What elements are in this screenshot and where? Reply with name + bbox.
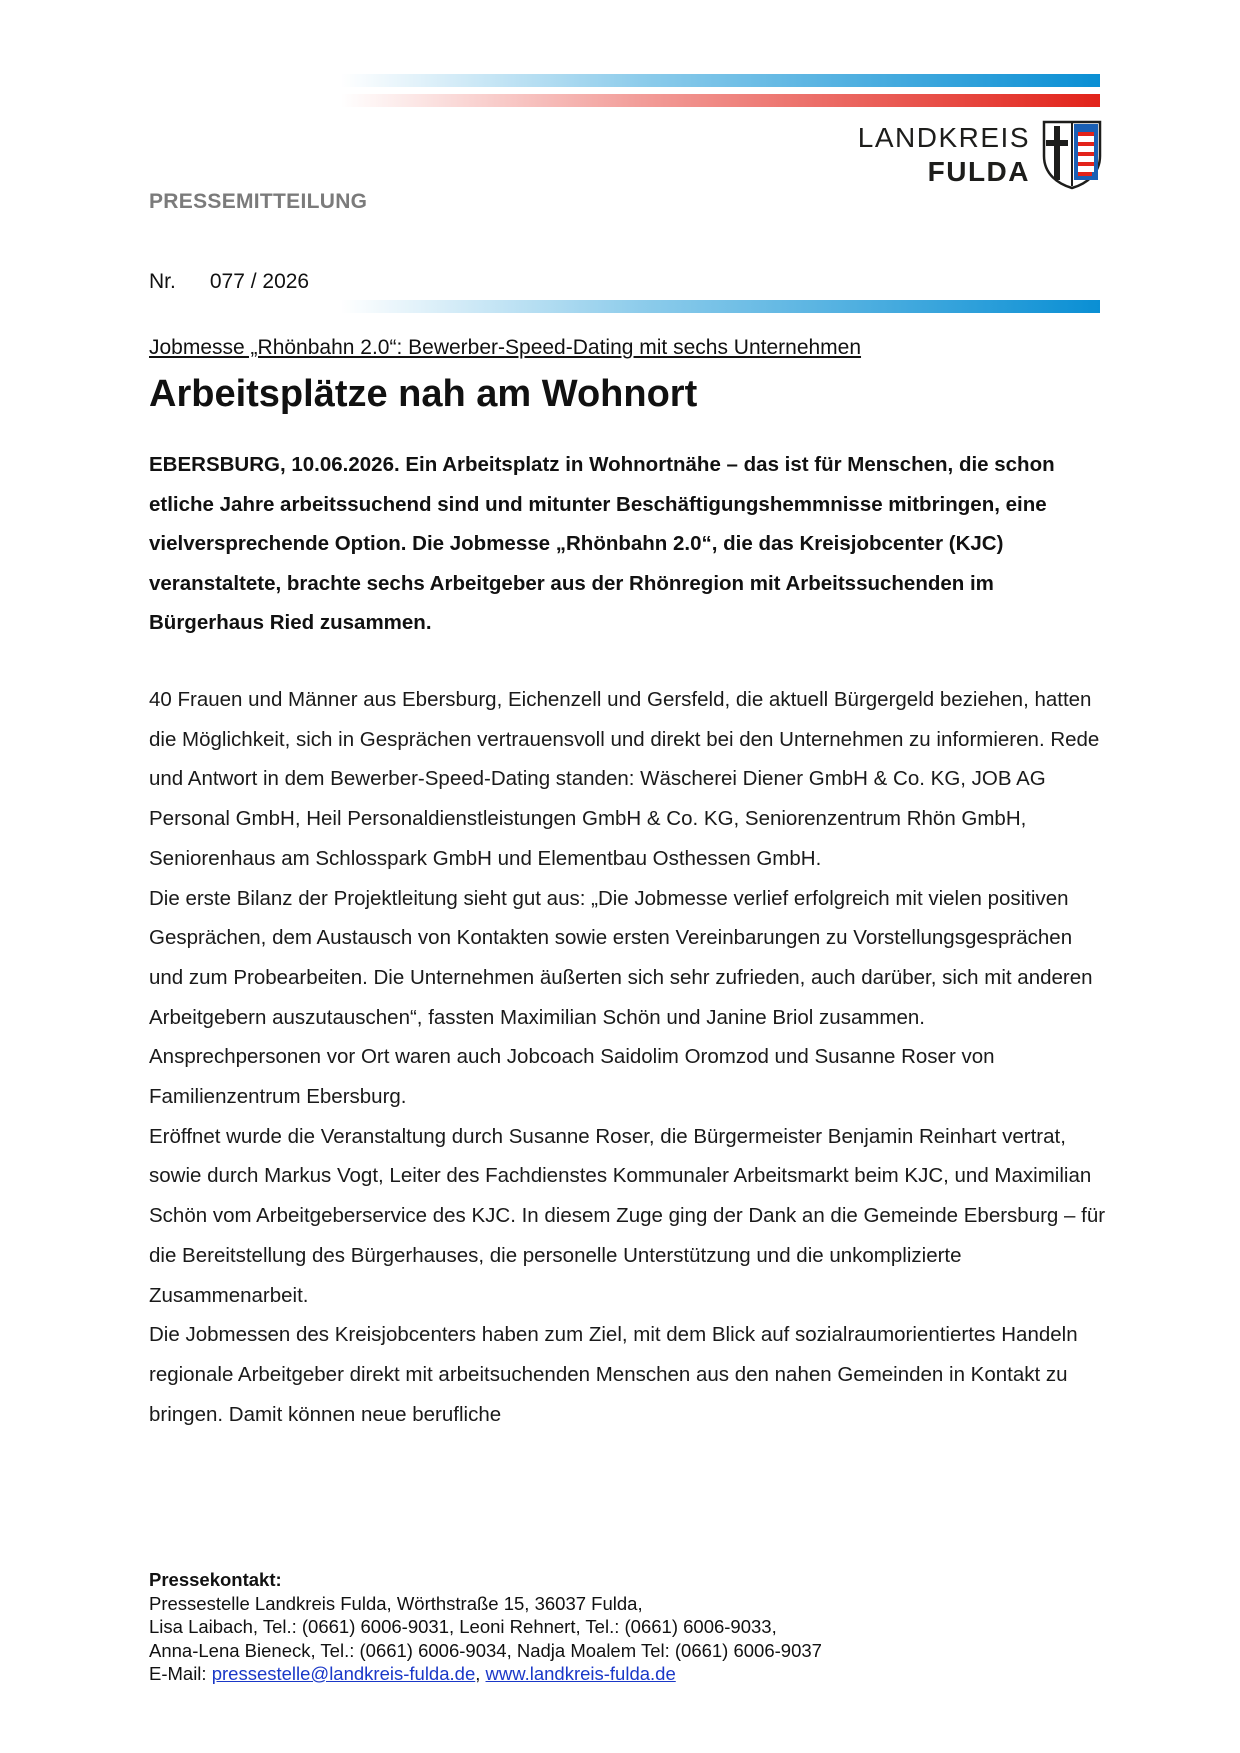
website-link[interactable]: www.landkreis-fulda.de [485,1663,676,1684]
article-headline: Arbeitsplätze nah am Wohnort [149,373,698,415]
document-number-prefix: Nr. [149,270,176,293]
email-label: E-Mail: [149,1663,207,1684]
article-lead: EBERSBURG, 10.06.2026. Ein Arbeitsplatz in Wohnortnähe – das ist für Menschen, die schon etliche Jahre arbeitssuchend sind und mitunter Beschäftigungshemmnisse mitbringen, eine vielversprechende Option. Die Jobmesse „Rhönbahn 2.0“, die das Kreisjobcenter (KJC) veranstaltete, brachte sechs Arbeitgeber aus der Rhönregion mit Arbeitssuchenden im Bürgerhaus Ried zusammen. [149,453,1055,634]
press-contact-title: Pressekontakt: [149,1569,282,1590]
press-contact-phones-2: Anna-Lena Bieneck, Tel.: (0661) 6006-9034, Nadja Moalem Tel: (0661) 6006-9037 [149,1639,822,1661]
header-red-stripe [340,94,1100,107]
link-separator: , [475,1663,481,1684]
article-paragraph: Die Jobmessen des Kreisjobcenters haben zum Ziel, mit dem Blick auf sozialraumorientiertes Handeln regionale Arbeitgeber direkt mit arbeitsuchenden Menschen aus den nahen Gemeinden in Kontakt zu bringen. Damit können neue berufliche [149,1323,1078,1426]
fulda-coat-of-arms-icon [1042,120,1102,190]
logo-text-line2: FULDA [927,156,1030,187]
article-paragraph: 40 Frauen und Männer aus Ebersburg, Eichenzell und Gersfeld, die aktuell Bürgergeld beziehen, hatten die Möglichkeit, sich in Gesprächen vertrauensvoll und direkt bei den Unternehmen zu informieren. Rede und Antwort in dem Bewerber-Speed-Dating standen: Wäscherei Diener GmbH & Co. KG, JOB AG Personal GmbH, Heil Personaldienstleistungen GmbH & Co. KG, Seniorenzentrum Rhön GmbH, Seniorenhaus am Schlosspark GmbH und Elementbau Osthessen GmbH. [149,688,1100,870]
header-blue-stripe [340,74,1100,87]
document-number-value: 077 / 2026 [209,270,310,293]
press-contact-phones-1: Lisa Laibach, Tel.: (0661) 6006-9031, Leoni Rehnert, Tel.: (0661) 6006-9033, [149,1616,777,1637]
divider-blue-stripe [340,300,1100,313]
logo-text-line1: LANDKREIS [857,122,1030,153]
email-link[interactable]: pressestelle@landkreis-fulda.de [211,1663,476,1684]
article-subheading: Jobmesse „Rhönbahn 2.0“: Bewerber-Speed-Dating mit sechs Unternehmen [149,336,862,359]
article-body [149,680,1109,1434]
press-contact [149,1568,822,1686]
article-paragraph: Ansprechpersonen vor Ort waren auch Jobcoach Saidolim Oromzod und Susanne Roser von Familienzentrum Ebersburg. [149,1045,995,1109]
document-type-label: PRESSEMITTEILUNG [149,190,368,213]
press-contact-address: Pressestelle Landkreis Fulda, Wörthstraße 15, 36037 Fulda, [149,1592,643,1614]
article-paragraph: Eröffnet wurde die Veranstaltung durch Susanne Roser, die Bürgermeister Benjamin Reinhart vertrat, sowie durch Markus Vogt, Leiter des Fachdienstes Kommunaler Arbeitsmarkt beim KJC, und Maximilian Schön vom Arbeitgeberservice des KJC. In diesem Zuge ging der Dank an die Gemeinde Ebersburg – für die Bereitstellung des Bürgerhauses, die personelle Unterstützung und die unkomplizierte Zusammenarbeit. [149,1124,1106,1307]
article-paragraph: Die erste Bilanz der Projektleitung sieht gut aus: „Die Jobmesse verlief erfolgreich mit vielen positiven Gesprächen, dem Austausch von Kontakten sowie ersten Vereinbarungen zu Vorstellungsgesprächen und zum Probearbeiten. Die Unternehmen äußerten sich sehr zufrieden, auch darüber, sich mit anderen Arbeitgebern auszutauschen“, fassten Maximilian Schön und Janine Briol zusammen. [149,886,1093,1029]
press-contact-links [149,1662,822,1686]
document-number [149,270,309,294]
landkreis-fulda-logo [857,118,1102,190]
